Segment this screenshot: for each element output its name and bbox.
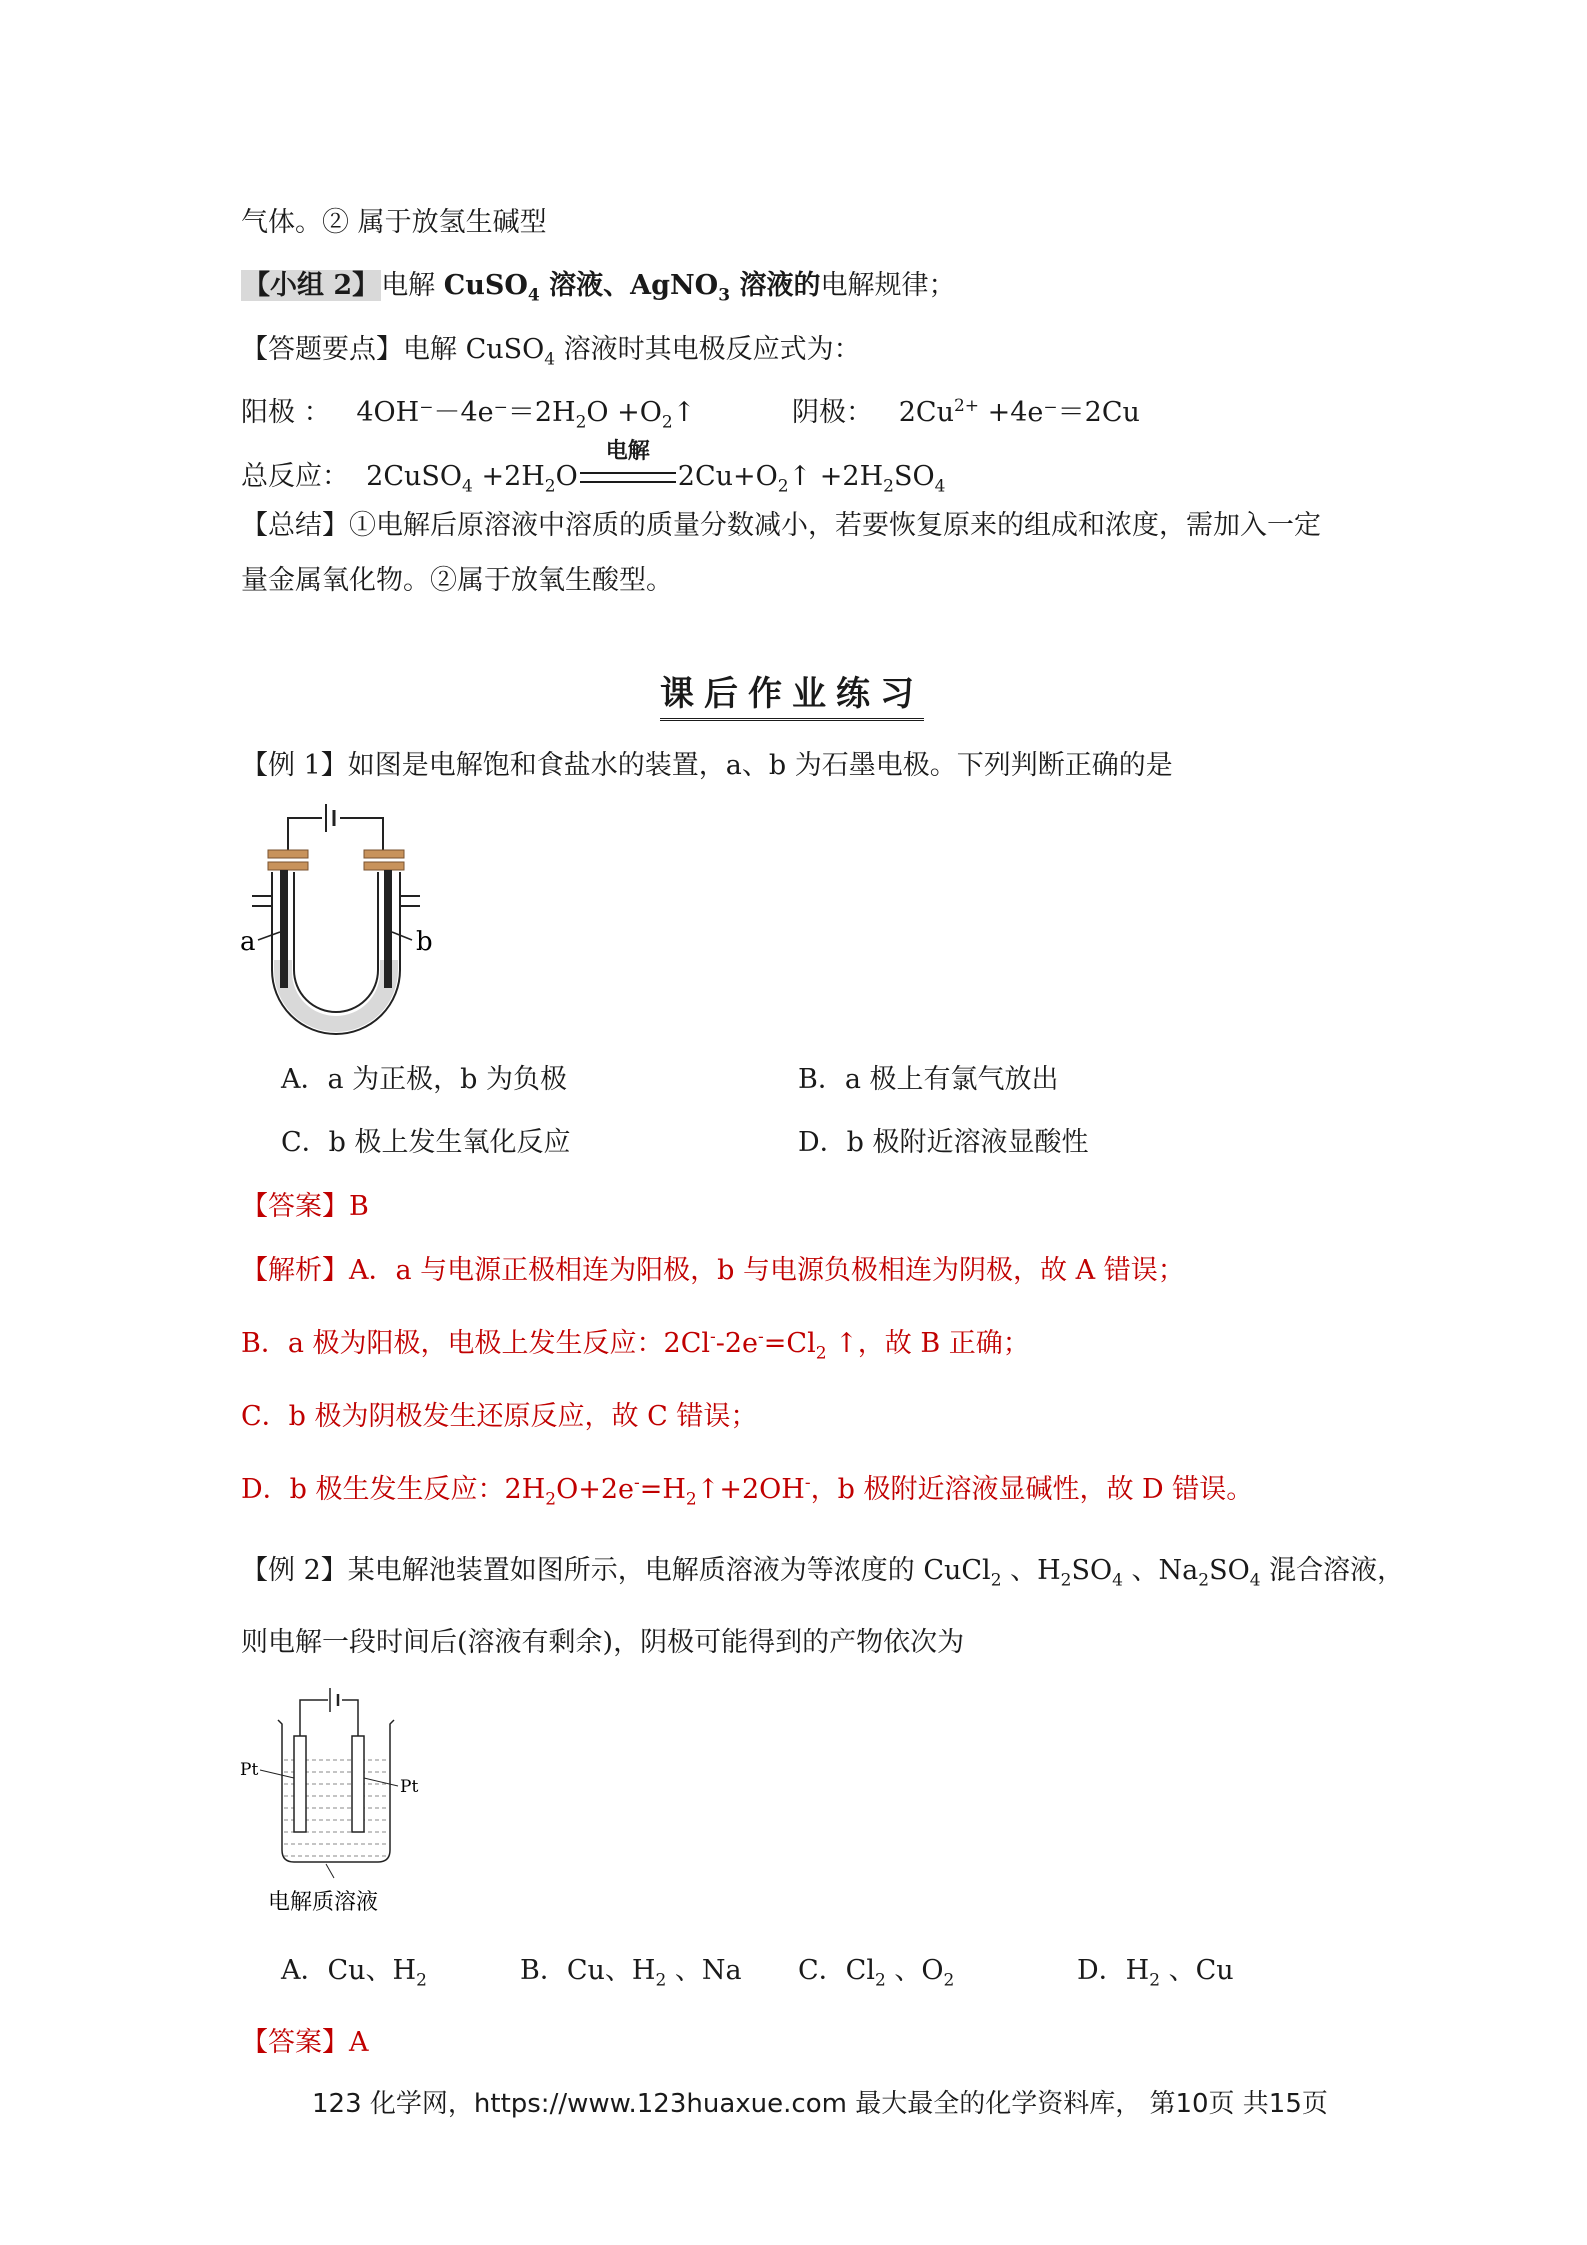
ex1-question: 【例 1】如图是电解饱和食盐水的装置，a、b 为石墨电极。下列判断正确的是 xyxy=(241,750,1173,781)
ex2-beaker-diagram xyxy=(238,1680,438,1920)
reaction-condition-arrow: 电解 xyxy=(578,459,678,495)
ex2-question-line-1: 【例 2】某电解池装置如图所示，电解质溶液为等浓度的 CuCl$_2$ 、$H_2SO_4$ 、$Na_2SO_4$ 混合溶液， xyxy=(241,1555,1405,1591)
ex1-u-tube-diagram xyxy=(240,800,440,1040)
group2-heading: 【小组 2】电解 CuSO$_4$ 溶液、AgNO$_3$ 溶液的电解规律； xyxy=(243,270,956,306)
ex1-explanation-2: B．a 极为阳极，电极上发生反应：$2Cl^--2e^-=Cl_2$ ↑，故 B 正确； xyxy=(241,1327,1030,1364)
total-reaction: 总反应： 2CuSO$_4$ $+2H_2O$ 电解 $2Cu+O_2↑ +2H_2SO_4$ xyxy=(241,438,946,497)
ex1-option-c: C．b 极上发生氧化反应 xyxy=(281,1127,571,1158)
ex1-explanation-4: D．b 极生发生反应：$2H_2O+2e^-=H_2↑+2OH^-$，b 极附近溶液显碱性，故 D 错误。 xyxy=(241,1473,1254,1510)
ex2-option-d: D．$H_2$ 、Cu xyxy=(1077,1955,1234,1991)
ex2-pt-left-label: Pt xyxy=(240,1760,259,1780)
summary-line-2: 量金属氧化物。②属于放氧生酸型。 xyxy=(241,565,673,596)
section-title: 课后作业练习 xyxy=(660,672,924,721)
ex1-label-a: a xyxy=(240,927,256,957)
ex1-explanation-3: C．b 极为阴极发生还原反应，故 C 错误； xyxy=(241,1401,758,1432)
ex2-option-c: C．$Cl_2$ 、$O_2$ xyxy=(798,1955,955,1991)
ex2-pt-right-label: Pt xyxy=(400,1777,419,1797)
cathode-equation: 阴极： $2Cu^{2+} +4e^-=2Cu$ xyxy=(792,396,1140,428)
ex2-solution-label: 电解质溶液 xyxy=(268,1890,379,1915)
intro-line-1: 气体。② 属于放氢生碱型 xyxy=(241,207,547,238)
ex2-answer: 【答案】A xyxy=(241,2027,369,2058)
ex2-question-line-2: 则电解一段时间后(溶液有剩余)，阴极可能得到的产物依次为 xyxy=(241,1627,965,1658)
ex2-option-a: A．Cu、$H_2$ xyxy=(281,1955,427,1991)
group2-tag: 【小组 2】 xyxy=(243,270,380,301)
page-footer: 123 化学网，https://www.123huaxue.com 最大最全的化学资料库， 第10页 共15页 xyxy=(312,2089,1328,2119)
ex2-option-b: B．Cu、$H_2$ 、Na xyxy=(520,1955,742,1991)
ex1-option-a: A．a 为正极，b 为负极 xyxy=(281,1064,568,1095)
key-points-line: 【答题要点】电解 CuSO$_4$ 溶液时其电极反应式为： xyxy=(241,334,861,370)
summary-line-1: 【总结】①电解后原溶液中溶质的质量分数减小，若要恢复原来的组成和浓度，需加入一定 xyxy=(241,510,1321,541)
ex1-explanation-1: 【解析】A．a 与电源正极相连为阳极，b 与电源负极相连为阴极，故 A 错误； xyxy=(241,1255,1185,1286)
anode-equation: 阳极 ： $4OH^--4e^-=2H_2O$ $+O_2↑$ xyxy=(241,397,696,433)
ex1-answer: 【答案】B xyxy=(241,1191,369,1222)
ex1-option-d: D．b 极附近溶液显酸性 xyxy=(798,1127,1089,1158)
ex1-label-b: b xyxy=(416,927,433,957)
ex1-option-b: B．a 极上有氯气放出 xyxy=(798,1064,1059,1095)
